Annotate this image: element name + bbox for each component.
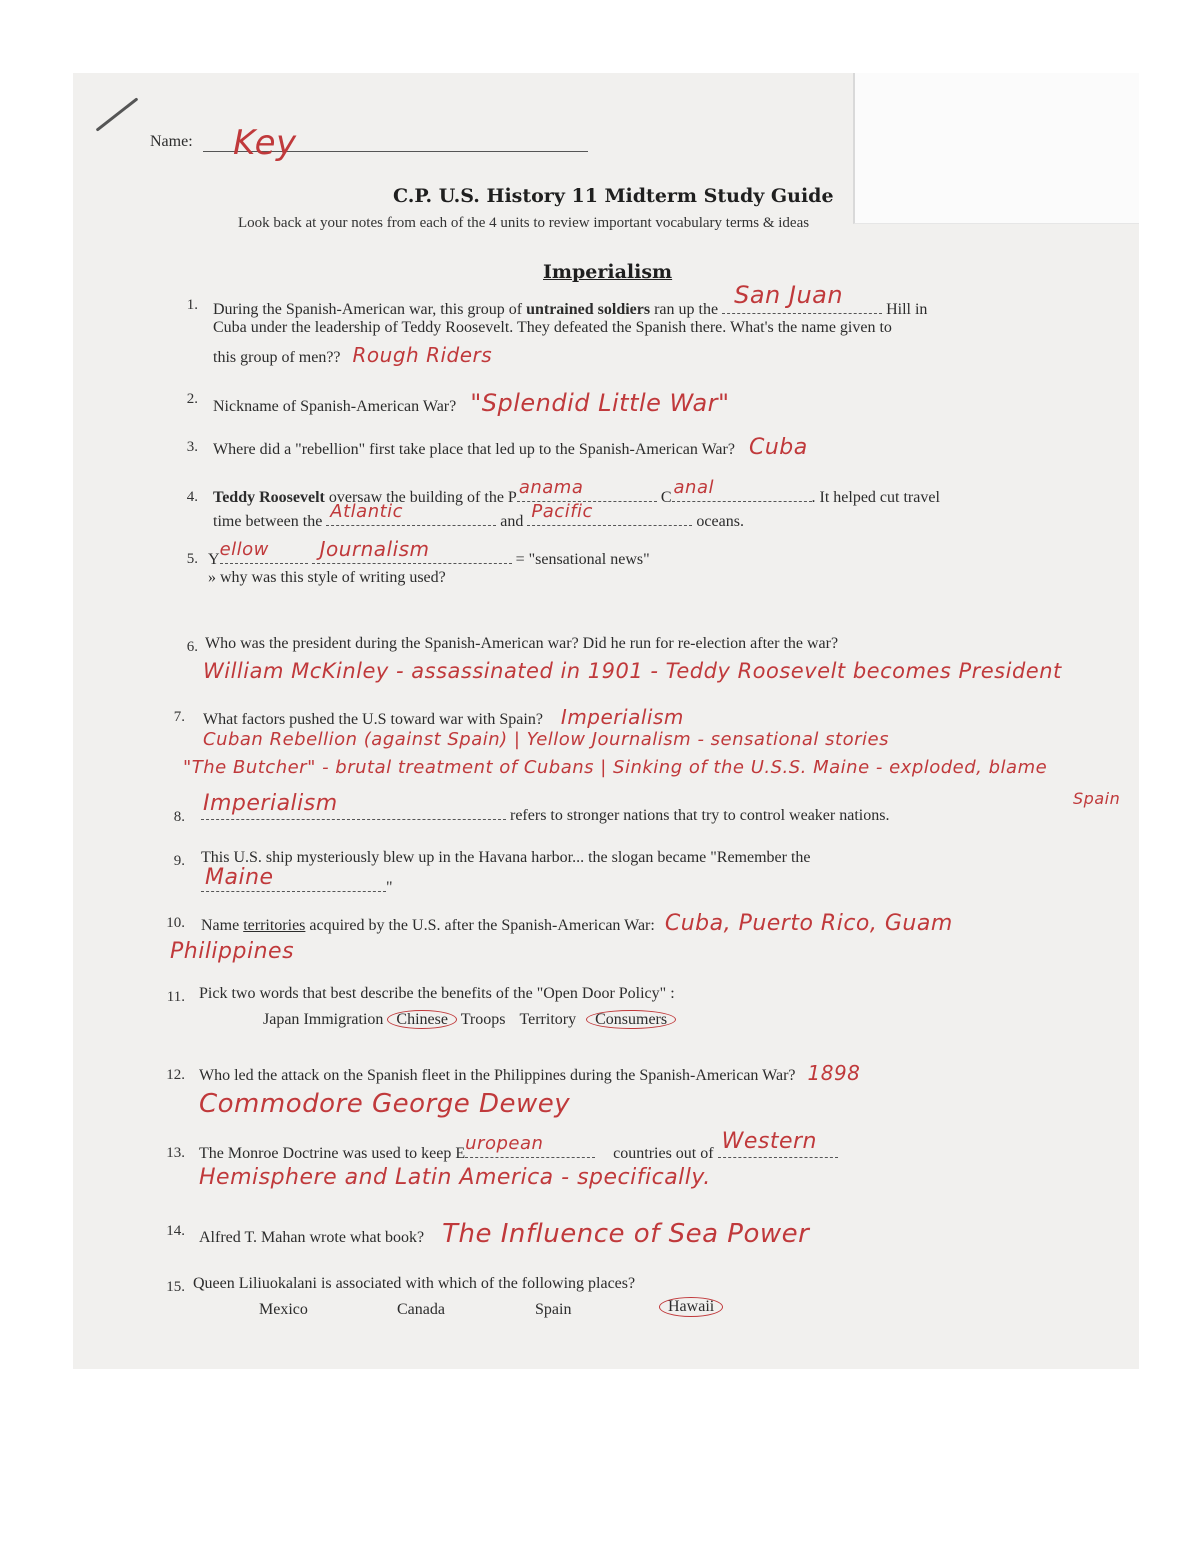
q11-option-immigration: Immigration	[303, 1011, 384, 1028]
q5-journalism-blank	[312, 537, 512, 564]
q13-text-b: countries out of	[613, 1145, 714, 1162]
q7-answer-spain: Spain	[1073, 789, 1121, 808]
q11-number: 11.	[166, 989, 185, 1005]
q1-answer: Rough Riders	[352, 343, 493, 367]
q6-text: Who was the president during the Spanish-American war? Did he run for re-election after the war?	[205, 635, 839, 652]
q4-text-d: time between the	[213, 513, 323, 530]
q14-line	[199, 1219, 809, 1249]
q4-text-e: and	[500, 513, 524, 530]
q9-number: 9.	[173, 853, 185, 869]
q2-number: 2.	[186, 391, 198, 407]
q15-option-hawaii: Hawaii	[659, 1297, 723, 1317]
worksheet-subtitle: Look back at your notes from each of the 4 units to review important vocabulary terms & ideas	[238, 215, 810, 231]
q4-text-f: oceans.	[696, 513, 744, 530]
q9-end-quote: "	[386, 879, 393, 896]
worksheet-title: C.P. U.S. History 11 Midterm Study Guide	[393, 185, 834, 207]
q4-panama-blank	[517, 477, 657, 502]
q15-text: Queen Liliuokalani is associated with which of the following places?	[193, 1275, 636, 1292]
q15-option-canada: Canada	[397, 1301, 445, 1318]
q15-option-mexico: Mexico	[259, 1301, 308, 1318]
q10-text-b: acquired by the U.S. after the Spanish-American War:	[309, 917, 655, 934]
q15-number: 15.	[166, 1279, 185, 1295]
q13-text-a: The Monroe Doctrine was used to keep E	[199, 1145, 466, 1162]
q2-line	[213, 389, 730, 417]
q2-text: Nickname of Spanish-American War?	[213, 398, 457, 415]
q11-text: Pick two words that best describe the benefits of the "Open Door Policy" :	[199, 985, 675, 1002]
q12-answer: Commodore George Dewey	[199, 1089, 571, 1119]
q12-number: 12.	[166, 1067, 185, 1083]
q10-text-a: Name	[201, 917, 240, 934]
q4-atlantic-answer: Atlantic	[330, 501, 404, 522]
q15-option-spain: Spain	[535, 1301, 572, 1318]
q1-hill-blank	[722, 281, 882, 314]
q11-option-japan: Japan	[263, 1011, 300, 1028]
q9-answer-line	[201, 865, 393, 897]
q12-year-answer: 1898	[807, 1061, 861, 1085]
q10-answer-b: Philippines	[170, 939, 295, 964]
q5-yellow-answer: ellow	[219, 539, 269, 560]
q1-line3	[213, 343, 492, 367]
q6-number: 6.	[186, 639, 198, 655]
q4-bold-text: Teddy Roosevelt	[213, 489, 325, 506]
q13-number: 13.	[166, 1145, 185, 1161]
q4-text-c: . It helped cut travel	[811, 489, 940, 506]
q5-subquestion: » why was this style of writing used?	[208, 569, 446, 586]
pen-mark	[96, 97, 139, 131]
q1-text-c: Hill in	[886, 301, 928, 318]
name-label: Name:	[150, 133, 193, 150]
q13-western-answer: Western	[721, 1129, 817, 1154]
q11-option-troops: Troops	[460, 1011, 506, 1028]
q3-line	[213, 435, 808, 460]
q10-number: 10.	[166, 915, 185, 931]
q13-answer-line2: Hemisphere and Latin America - specifically.	[199, 1165, 711, 1190]
q4-atlantic-blank	[326, 501, 496, 526]
q7-answer-imperialism: Imperialism	[560, 705, 684, 729]
q1-question-end: this group of men??	[213, 349, 341, 366]
q5-number: 5.	[186, 551, 198, 567]
q9-answer: Maine	[205, 865, 274, 890]
q8-number: 8.	[173, 809, 185, 825]
q7-answer-line3: "The Butcher" - brutal treatment of Cubans | Sinking of the U.S.S. Maine - exploded, blame	[183, 757, 1048, 778]
q13-european-blank	[465, 1133, 595, 1158]
q1-text-b: ran up the	[654, 301, 719, 318]
q1-hill-answer: San Juan	[734, 281, 844, 309]
q12-line	[199, 1061, 860, 1085]
q1-line2: Cuba under the leadership of Teddy Roosevelt. They defeated the Spanish there. What's the name given to	[213, 319, 892, 336]
q13-european-answer: uropean	[465, 1133, 544, 1154]
q9-blank	[201, 865, 386, 892]
q11-option-chinese: Chinese	[387, 1010, 457, 1029]
q14-answer: The Influence of Sea Power	[442, 1219, 810, 1249]
q4-number: 4.	[186, 489, 198, 505]
q6-answer: William McKinley - assassinated in 1901 - Teddy Roosevelt becomes President	[203, 659, 1062, 683]
name-answer: Key	[233, 123, 297, 163]
q7-answer-line2: Cuban Rebellion (against Spain) | Yellow Journalism - sensational stories	[203, 729, 889, 750]
q8-blank	[201, 791, 506, 820]
section-title: Imperialism	[543, 261, 673, 283]
q5-prefix: Y	[208, 551, 220, 568]
q7-line	[203, 705, 684, 729]
q4-canal-blank	[672, 477, 812, 502]
q1-number: 1.	[186, 297, 198, 313]
q8-line	[201, 791, 890, 825]
q11-options	[263, 1011, 676, 1029]
q14-text: Alfred T. Mahan wrote what book?	[199, 1229, 425, 1246]
q12-text: Who led the attack on the Spanish fleet in the Philippines during the Spanish-American War?	[199, 1067, 796, 1084]
q5-text: = "sensational news"	[515, 551, 650, 568]
q11-option-territory: Territory	[519, 1011, 577, 1028]
q7-text: What factors pushed the U.S toward war with Spain?	[203, 711, 543, 728]
q4-text-b: C	[660, 489, 672, 506]
q14-number: 14.	[166, 1223, 185, 1239]
q3-text: Where did a "rebellion" first take place that led up to the Spanish-American War?	[213, 441, 735, 458]
q11-option-consumers: Consumers	[586, 1010, 676, 1029]
q5-yellow-blank	[219, 539, 308, 564]
q13-western-blank	[718, 1129, 838, 1158]
q1-text: During the Spanish-American war, this group of	[213, 301, 523, 318]
q3-number: 3.	[186, 439, 198, 455]
q4-pacific-answer: Pacific	[531, 501, 593, 522]
q4-canal-answer: anal	[673, 477, 714, 498]
q1-bold-text: untrained soldiers	[526, 301, 651, 318]
q4-text-a: oversaw the building of the P	[328, 489, 517, 506]
q4-pacific-blank	[527, 501, 692, 526]
q7-number: 7.	[173, 709, 185, 725]
q4-line2	[213, 501, 744, 531]
q10-underlined-word: territories	[243, 917, 306, 934]
q1-line1	[213, 281, 928, 319]
q13-line	[199, 1129, 838, 1163]
q4-panama-answer: anama	[518, 477, 584, 498]
q9-text: This U.S. ship mysteriously blew up in the Havana harbor... the slogan became "Remember the	[201, 849, 811, 866]
q10-answer-a: Cuba, Puerto Rico, Guam	[664, 911, 953, 936]
q2-answer: "Splendid Little War"	[470, 389, 730, 417]
q10-line	[201, 911, 953, 936]
q5-journalism-answer: Journalism	[319, 537, 430, 561]
worksheet-page	[73, 73, 1139, 1369]
q5-line	[208, 537, 650, 569]
q8-text: refers to stronger nations that try to control weaker nations.	[510, 807, 890, 824]
q8-answer: Imperialism	[203, 791, 338, 816]
folded-corner	[853, 73, 1139, 224]
q3-answer: Cuba	[748, 435, 808, 460]
